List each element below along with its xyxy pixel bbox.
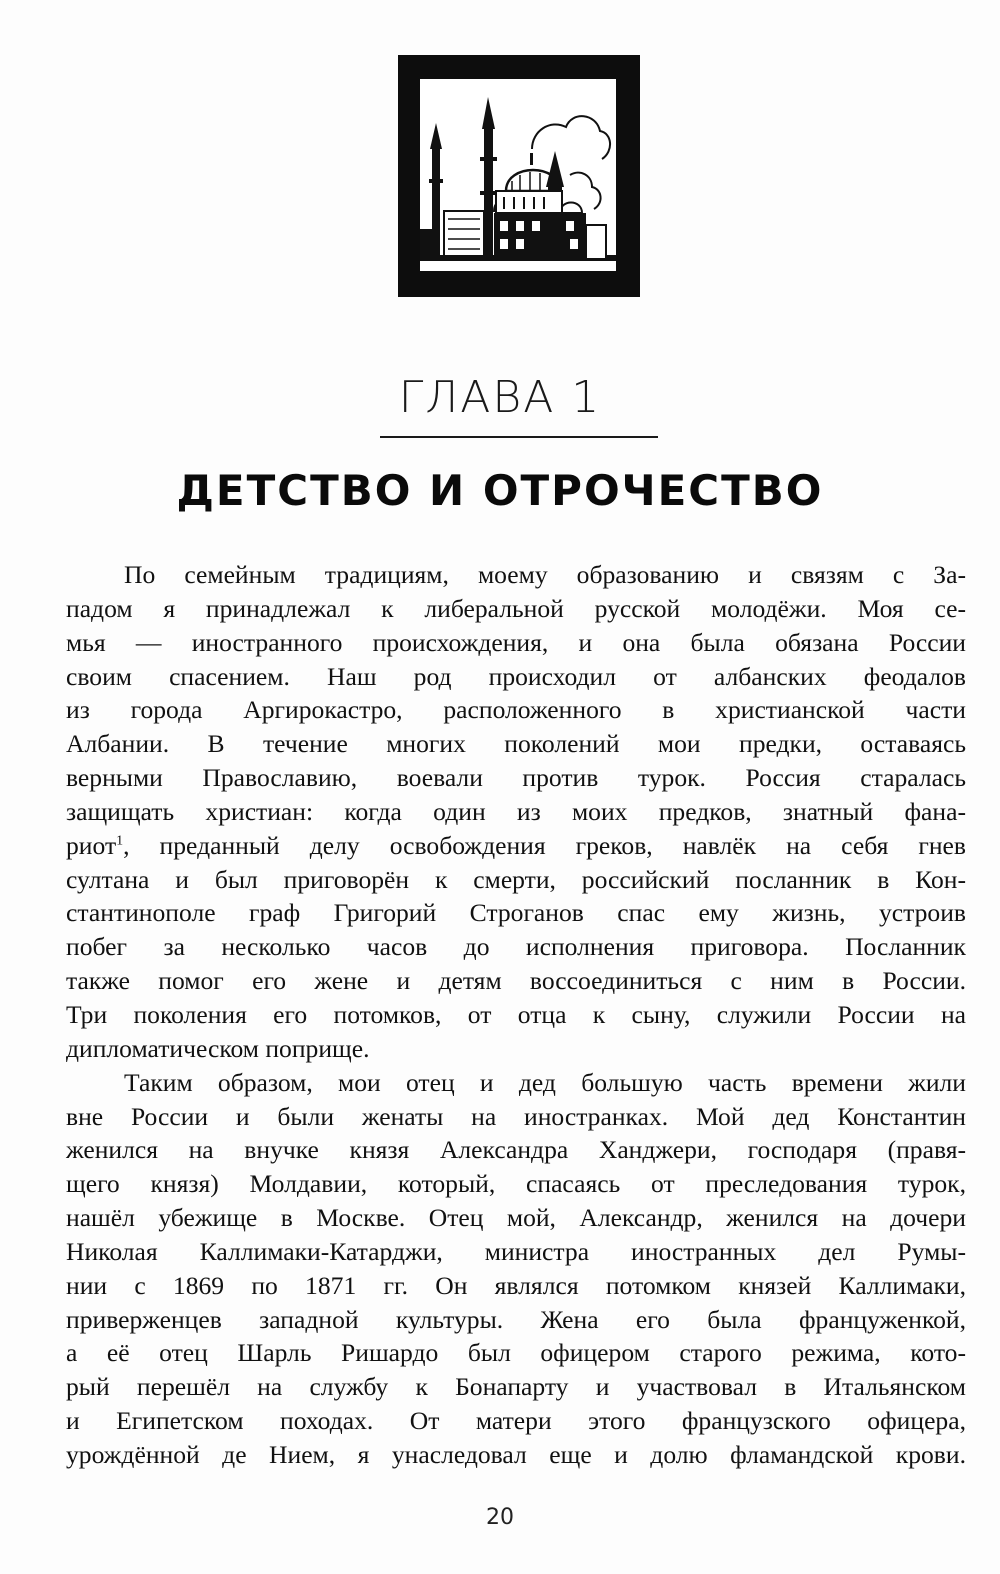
text-line: нии с 1869 по 1871 гг. Он являлся потомком князей Каллимаки, [66,1270,966,1300]
chapter-number: ГЛАВА 1 [398,372,602,423]
text-line: нашёл убежище в Москве. Отец мой, Александр, женился на дочери [66,1203,966,1233]
text-line: рый перешёл на службу к Бонапарту и участвовал в Итальянском [66,1372,966,1402]
text-line: Албании. В течение многих поколений мои предки, оставаясь [66,729,966,759]
text-line-with-footnote [66,829,966,863]
text-line: из города Аргирокастро, расположенного в христианской части [66,695,966,725]
text-fragment: , преданный делу освобождения греков, навлёк на себя гнев [123,830,966,860]
text-line: и Египетском походах. От матери этого французского офицера, [66,1406,966,1436]
text-line: урождённой де Нием, я унаследовал еще и долю фламандской крови. [66,1439,966,1469]
text-line: дипломатическом поприще. [66,1033,370,1063]
text-line: вне России и были женаты на иностранках. Мой дед Константин [66,1101,966,1131]
text-line: Три поколения его потомков, от отца к сыну, служили России на [66,999,966,1029]
text-line: а её отец Шарль Ришардо был офицером старого режима, кото- [66,1338,966,1368]
text-line: султана и был приговорён к смерти, российский посланник в Кон- [66,864,966,894]
text-line: также помог его жене и детям воссоединиться с ним в России. [66,966,966,996]
text-line: Николая Каллимаки-Катарджи, министра иностранных дел Румы- [66,1236,966,1266]
text-line: побег за несколько часов до исполнения приговора. Посланник [66,932,966,962]
text-line: женился на внучке князя Александра Ханджери, господаря (правя- [66,1135,966,1165]
text-line: Таким образом, мои отец и дед большую часть времени жили [124,1067,966,1097]
text-line: падом я принадлежал к либеральной русской молодёжи. Моя се- [66,593,966,623]
text-line: приверженцев западной культуры. Жена его была француженкой, [66,1304,966,1334]
chapter-illustration-frame [398,55,640,297]
footnote-marker: 1 [116,833,124,849]
page-number: 20 [486,1505,514,1530]
chapter-illustration [420,79,616,271]
text-line: щего князя) Молдавии, который, спасаясь от преследования турок, [66,1169,966,1199]
text-line: защищать христиан: когда один из моих предков, знатный фана- [66,796,966,826]
body-text [66,558,966,1472]
mosque-with-minarets-illustration [420,79,616,271]
text-line: верными Православию, воевали против турок. Россия старалась [66,763,966,793]
divider [380,436,658,438]
text-line: мья — иностранного происхождения, и она была обязана России [66,627,966,657]
text-line: своим спасением. Наш род происходил от албанских феодалов [66,661,966,691]
text-line: По семейным традициям, моему образованию и связям с За- [124,560,966,589]
chapter-title: ДЕТСТВО И ОТРОЧЕСТВО [176,466,824,515]
text-fragment: риот [66,830,117,860]
text-line: стантинополе граф Григорий Строганов спас ему жизнь, устроив [66,898,966,928]
